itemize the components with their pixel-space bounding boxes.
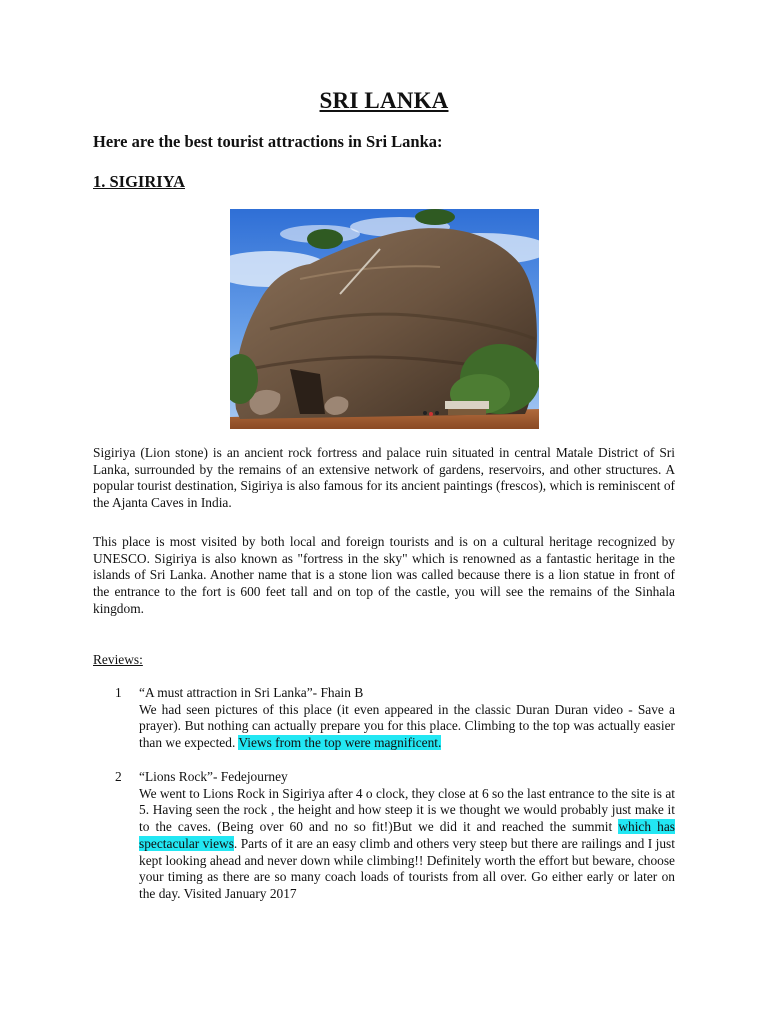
reviews-label: Reviews: xyxy=(93,652,143,667)
review-highlight: Views from the top were magnificent. xyxy=(238,735,442,751)
review-text-body: We had seen pictures of this place (it even appeared in the classic Duran Duran video - Save a prayer). But nothing can actually prepare you for this place. Climbing to the top was actually easier than we expected. xyxy=(139,701,675,751)
review-title: “Lions Rock”- Fedejourney xyxy=(139,769,288,784)
document-title: SRI LANKA xyxy=(319,88,449,113)
review-text xyxy=(139,786,675,903)
paragraph-sigiriya-heritage: This place is most visited by both local and foreign tourists and is on a cultural heritage recognized by UNESCO. Sigiriya is also known as "fortress in the sky" which is renowned as a fantastic heritage in the islands of Sri Lanka. Another name that is a stone lion was called because there is a lion statue in front of the entrance to the fort is 600 feet tall and on top of the castle, you will see the remains of the Sinhala kingdom. xyxy=(93,534,675,616)
review-title: “A must attraction in Sri Lanka”- Fhain B xyxy=(139,685,364,700)
review-text-body: We went to Lions Rock in Sigiriya after 4 o clock, they close at 6 so the last entrance to the site is at 5. Having seen the rock , the height and how steep it is we thought we would probably just make it to the caves. (Being over 60 and no so fit!)But we did it and reached the summit xyxy=(139,785,675,835)
sigiriya-rock-illustration xyxy=(230,209,539,429)
section-heading-sigiriya: 1. SIGIRIYA xyxy=(93,172,186,191)
review-item xyxy=(115,769,675,903)
intro-heading: Here are the best tourist attractions in Sri Lanka: xyxy=(93,132,443,151)
review-text xyxy=(139,702,675,752)
review-item xyxy=(115,685,675,752)
review-number: 1 xyxy=(115,685,122,700)
paragraph-sigiriya-description: Sigiriya (Lion stone) is an ancient rock fortress and palace ruin situated in central Matale District of Sri Lanka, surrounded by the remains of an extensive network of gardens, reservoirs, and other structures. A popular tourist destination, Sigiriya is also famous for its ancient paintings (frescos), which is reminiscent of the Ajanta Caves in India. xyxy=(93,445,675,511)
sigiriya-rock-photo xyxy=(230,209,539,429)
review-text-tail: . Parts of it are an easy climb and others very steep but there are railings and I just kept looking ahead and never down while climbing!! Definitely worth the effort but beware, choose your timing as there are so many coach loads of tourists from all over. Go either early or later on the day. Visited January 2017 xyxy=(139,835,675,901)
review-number: 2 xyxy=(115,769,122,784)
review-highlight: which has spectacular views xyxy=(139,819,675,851)
